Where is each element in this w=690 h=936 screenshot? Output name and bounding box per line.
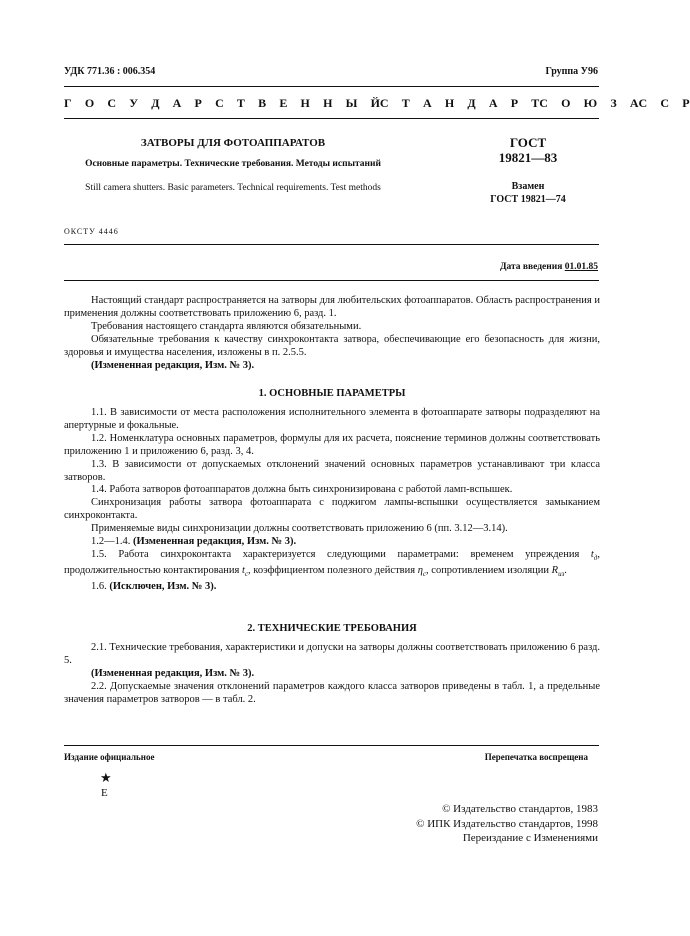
gost-number-block xyxy=(468,135,588,165)
group-code: Группа У96 xyxy=(545,66,598,77)
section-1-heading: 1. ОСНОВНЫЕ ПАРАМЕТРЫ xyxy=(258,388,406,399)
intro-paragraph: Требования настоящего стандарта являются обязательными. xyxy=(91,320,362,332)
banner-word: С О Ю З А xyxy=(539,96,639,110)
amendment-note: (Измененная редакция, Изм. № 3). xyxy=(91,667,255,679)
clause-paragraph: 1.3. В зависимости от допускаемых отклонений значений основных параметров устанавливают три класса затворов. xyxy=(64,458,600,483)
section-1-body xyxy=(64,407,600,594)
amendment-line xyxy=(64,581,600,594)
clause-ref: 1.6. xyxy=(91,580,107,592)
intro-section xyxy=(64,295,600,372)
section-1 xyxy=(64,388,600,401)
state-standard-banner xyxy=(64,96,690,111)
symbol-td: $t_д$ xyxy=(590,548,598,563)
replaces-value: ГОСТ 19821—74 xyxy=(490,194,566,205)
okstu-rule xyxy=(64,244,599,245)
star-icon: ★ xyxy=(100,770,112,785)
replaces-block xyxy=(468,180,588,206)
date-rule xyxy=(64,280,599,281)
copyright-block xyxy=(416,802,598,846)
section-2 xyxy=(64,623,600,636)
gost-label: ГОСТ xyxy=(509,135,547,150)
gost-number: 19821—83 xyxy=(498,150,558,165)
reprint-prohibited-label: Перепечатка воспрещена xyxy=(484,752,588,762)
top-rule xyxy=(64,86,599,87)
official-edition-label: Издание официальное xyxy=(64,752,155,762)
intro-date xyxy=(500,262,598,272)
amendment-note: (Измененная редакция, Изм. № 3). xyxy=(133,536,297,548)
banner-word: С С Р xyxy=(638,96,690,110)
document-title-english: Still camera shutters. Basic parameters. Technical requirements. Test methods xyxy=(85,183,381,193)
section-2-body xyxy=(64,642,600,707)
copyright-line: © Издательство стандартов, 1983 xyxy=(442,803,598,815)
intro-date-value: 01.01.85 xyxy=(564,262,598,272)
symbol-r: $R_{из}$ xyxy=(551,564,565,579)
amendment-note: (Измененная редакция, Изм. № 3). xyxy=(91,359,255,371)
intro-paragraph: Настоящий стандарт распространяется на затворы для любительских фотоаппаратов. Область распространения и применения должны соответствовать приложению 6, разд. 1. xyxy=(64,295,600,319)
excluded-note: (Исключен, Изм. № 3). xyxy=(109,580,217,592)
document-title: ЗАТВОРЫ ДЛЯ ФОТОАППАРАТОВ xyxy=(140,137,326,149)
replaces-label: Взамен xyxy=(511,181,545,192)
banner-word: Г О С У Д А Р С Т В Е Н Н Ы Й xyxy=(64,96,380,110)
clause-paragraph: 1.4. Работа затворов фотоаппаратов должна быть синхронизирована с работой ламп-вспышек. xyxy=(91,484,513,496)
clause-paragraph: 2.2. Допускаемые значения отклонений параметров каждого класса затворов приведены в табл. 1, а предельные значения параметров затворов — в табл. 2. xyxy=(64,680,600,705)
symbol-eta: $\eta_с$ xyxy=(417,564,427,579)
symbol-tc: $t_с$ xyxy=(241,564,248,579)
clause-paragraph: 1.2. Номенклатура основных параметров, формулы для их расчета, пояснение терминов должны соответствовать приложению 1 и приложению 6, разд. 3, 4. xyxy=(64,432,600,457)
copyright-line: © ИПК Издательство стандартов, 1998 xyxy=(416,817,598,830)
section-2-heading: 2. ТЕХНИЧЕСКИЕ ТРЕБОВАНИЯ xyxy=(247,623,417,634)
footer-rule xyxy=(64,745,599,746)
banner-rule xyxy=(64,118,599,119)
clause-paragraph: 2.1. Технические требования, характеристики и допуски на затворы должны соответствовать приложению 6 разд. 5. xyxy=(64,642,600,666)
intro-date-label: Дата введения xyxy=(499,262,563,272)
clause-paragraph: Синхронизация работы затвора фотоаппарата с поджигом лампы-вспышки осуществляется замыканием синхроконтакта. xyxy=(64,497,600,522)
clause-paragraph: Применяемые виды синхронизации должны соответствовать приложению 6 (пп. 3.12—3.14). xyxy=(91,523,508,535)
e-mark: Е xyxy=(101,787,108,799)
intro-paragraph: Обязательные требования к качеству синхроконтакта затвора, обеспечивающие его безопасность для жизни, здоровья и имущества населения, изложены в п. 2.5.5. xyxy=(64,333,600,358)
okstu-code: ОКСТУ 4446 xyxy=(64,227,119,236)
clause-paragraph-1-5: 1.5. Работа синхроконтакта характеризуется следующими параметрами: временем упреждения $t_д$, продолжительностью контактирования $t_с$, коэффициентом полезного действия $\eta_с$, сопротивлением изоляции $R_{из}$. xyxy=(64,548,601,579)
amendment-line xyxy=(64,536,600,549)
banner-word: С Т А Н Д А Р Т xyxy=(379,96,540,110)
udk-code: УДК 771.36 : 006.354 xyxy=(64,66,156,77)
amendment-ref: 1.2—1.4. xyxy=(91,536,131,548)
reissue-note: Переиздание с Изменениями xyxy=(462,832,598,844)
clause-paragraph: 1.1. В зависимости от места расположения исполнительного элемента в фотоаппарате затворы подразделяют на апертурные и фокальные. xyxy=(64,407,600,431)
document-subtitle: Основные параметры. Технические требования. Методы испытаний xyxy=(85,159,381,169)
